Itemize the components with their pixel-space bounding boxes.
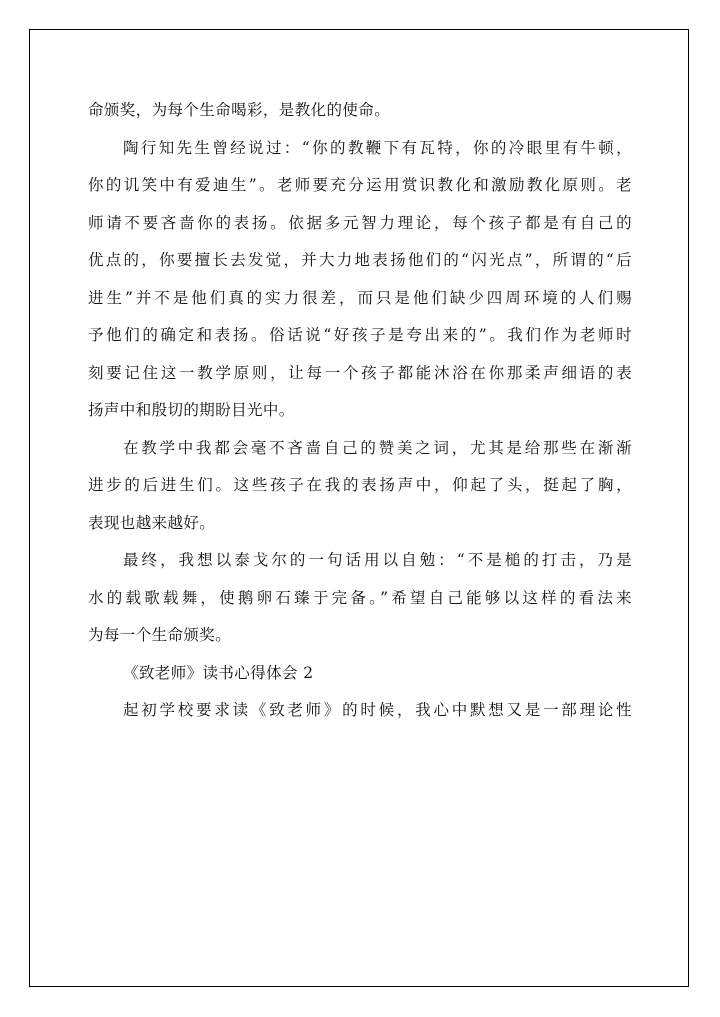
text-line: 表现也越来越好。 — [88, 513, 216, 532]
text-line: 进生”并不是他们真的实力很差，而只是他们缺少四周环境的人们赐 — [88, 288, 632, 307]
text-line: 刻要记住这一教学原则，让每一个孩子都能沐浴在你那柔声细语的表 — [88, 363, 632, 382]
text-line: 为每一个生命颁奖。 — [88, 626, 232, 644]
document-body — [88, 92, 632, 730]
text-line: 师请不要吝啬你的表扬。依据多元智力理论，每个孩子都是有自己的 — [88, 213, 632, 232]
text-line: 陶行知先生曾经说过：“你的教鞭下有瓦特，你的冷眼里有牛顿， — [123, 138, 632, 157]
text-line: 扬声中和殷切的期盼目光中。 — [88, 401, 295, 419]
text-line: 进步的后进生们。这些孩子在我的表扬声中，仰起了头，挺起了胸， — [88, 476, 632, 494]
text-line: 最终，我想以泰戈尔的一句话用以自勉：“不是槌的打击，乃是 — [123, 551, 632, 569]
text-line: 水的载歌载舞，使鹅卵石臻于完备。”希望自己能够以这样的看法来 — [88, 588, 632, 607]
text-line: 你的讥笑中有爱迪生”。老师要充分运用赏识教化和激励教化原则。老 — [88, 176, 632, 194]
text-line: 命颁奖，为每个生命喝彩，是教化的使命。 — [88, 101, 391, 119]
text-line: 优点的，你要擅长去发觉，并大力地表扬他们的“闪光点”，所谓的“后 — [88, 251, 632, 269]
section-heading: 《致老师》读书心得体会 2 — [123, 663, 314, 682]
text-line: 在教学中我都会毫不吝啬自己的赞美之词，尤其是给那些在渐渐 — [123, 438, 632, 457]
text-line: 予他们的确定和表扬。俗话说“好孩子是夸出来的”。我们作为老师时 — [88, 326, 632, 344]
text-line: 起初学校要求读《致老师》的时候，我心中默想又是一部理论性 — [123, 701, 632, 719]
